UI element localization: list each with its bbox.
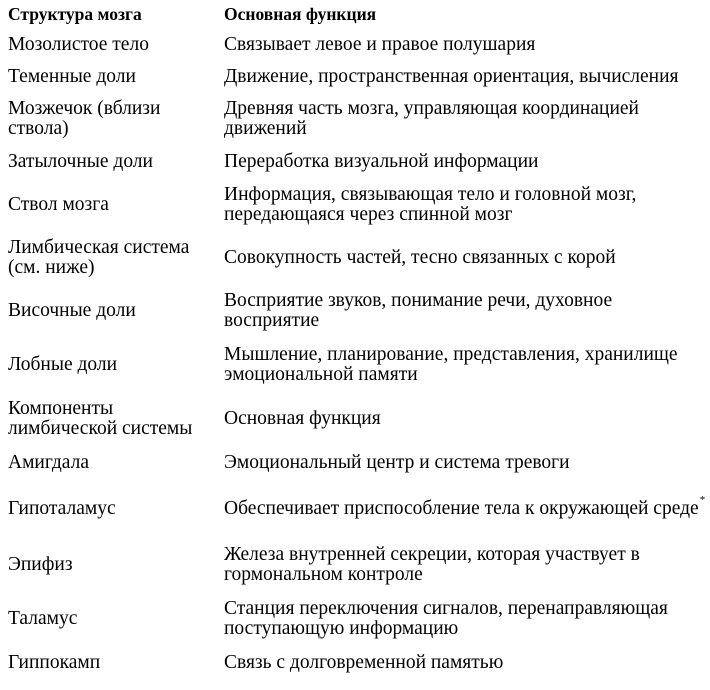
table-row xyxy=(8,28,708,61)
table-row xyxy=(8,145,708,178)
function-cell: Связь с долговременной памятью xyxy=(224,651,504,673)
structure-cell: Мозолистое тело xyxy=(8,33,149,55)
table-header-row xyxy=(8,0,708,28)
table-row xyxy=(8,284,708,338)
table-row xyxy=(8,537,708,593)
function-cell: Станция переключения сигналов, перенаправляющая поступающую информацию xyxy=(224,598,668,639)
structure-cell: Лимбическая система (см. ниже) xyxy=(8,236,190,278)
table-row xyxy=(8,178,708,231)
structure-cell: Теменные доли xyxy=(8,66,136,87)
function-cell: Основная функция xyxy=(224,407,381,429)
function-cell: Переработка визуальной информации xyxy=(224,150,539,172)
footnote-mark: * xyxy=(699,493,706,506)
structure-cell: Мозжечок (вблизи ствола) xyxy=(8,98,161,139)
structure-cell: Лобные доли xyxy=(8,354,118,375)
table-row xyxy=(8,593,708,645)
table-row xyxy=(8,231,708,284)
column-header-structure: Структура мозга xyxy=(8,4,142,24)
table-row xyxy=(8,645,708,680)
function-cell xyxy=(224,493,708,519)
function-cell: Движение, пространственная ориентация, вычисления xyxy=(224,66,679,87)
function-cell: Совокупность частей, тесно связанных с корой xyxy=(224,246,616,268)
structure-cell: Гипоталамус xyxy=(8,498,116,519)
structure-cell: Таламус xyxy=(8,608,78,629)
table-row xyxy=(8,481,708,537)
column-header-function: Основная функция xyxy=(224,4,377,24)
structure-cell: Гиппокамп xyxy=(8,651,101,673)
structure-cell: Амигдала xyxy=(8,452,90,473)
function-text: Обеспечивает приспособление тела к окружающей среде xyxy=(224,498,699,519)
function-cell: Мышление, планирование, представления, хранилище эмоциональной памяти xyxy=(224,344,678,385)
function-cell: Восприятие звуков, понимание речи, духовное восприятие xyxy=(224,290,613,331)
structure-cell: Компоненты лимбической системы xyxy=(8,397,193,439)
function-cell: Информация, связывающая тело и головной мозг, передающаяся через спинной мозг xyxy=(224,183,637,225)
function-cell: Железа внутренней секреции, которая участвует в гормональном контроле xyxy=(224,544,640,585)
table-row xyxy=(8,93,708,145)
structure-cell: Затылочные доли xyxy=(8,150,153,172)
structure-cell: Височные доли xyxy=(8,300,136,321)
structure-cell: Эпифиз xyxy=(8,554,73,575)
table-row xyxy=(8,445,708,481)
brain-structure-table xyxy=(8,0,708,680)
structure-cell: Ствол мозга xyxy=(8,193,109,215)
table-row xyxy=(8,61,708,93)
function-cell: Связывает левое и правое полушария xyxy=(224,33,536,55)
function-cell: Древняя часть мозга, управляющая координацией движений xyxy=(224,98,639,139)
table-row xyxy=(8,338,708,392)
table-row xyxy=(8,392,708,445)
function-cell: Эмоциональный центр и система тревоги xyxy=(224,452,570,473)
